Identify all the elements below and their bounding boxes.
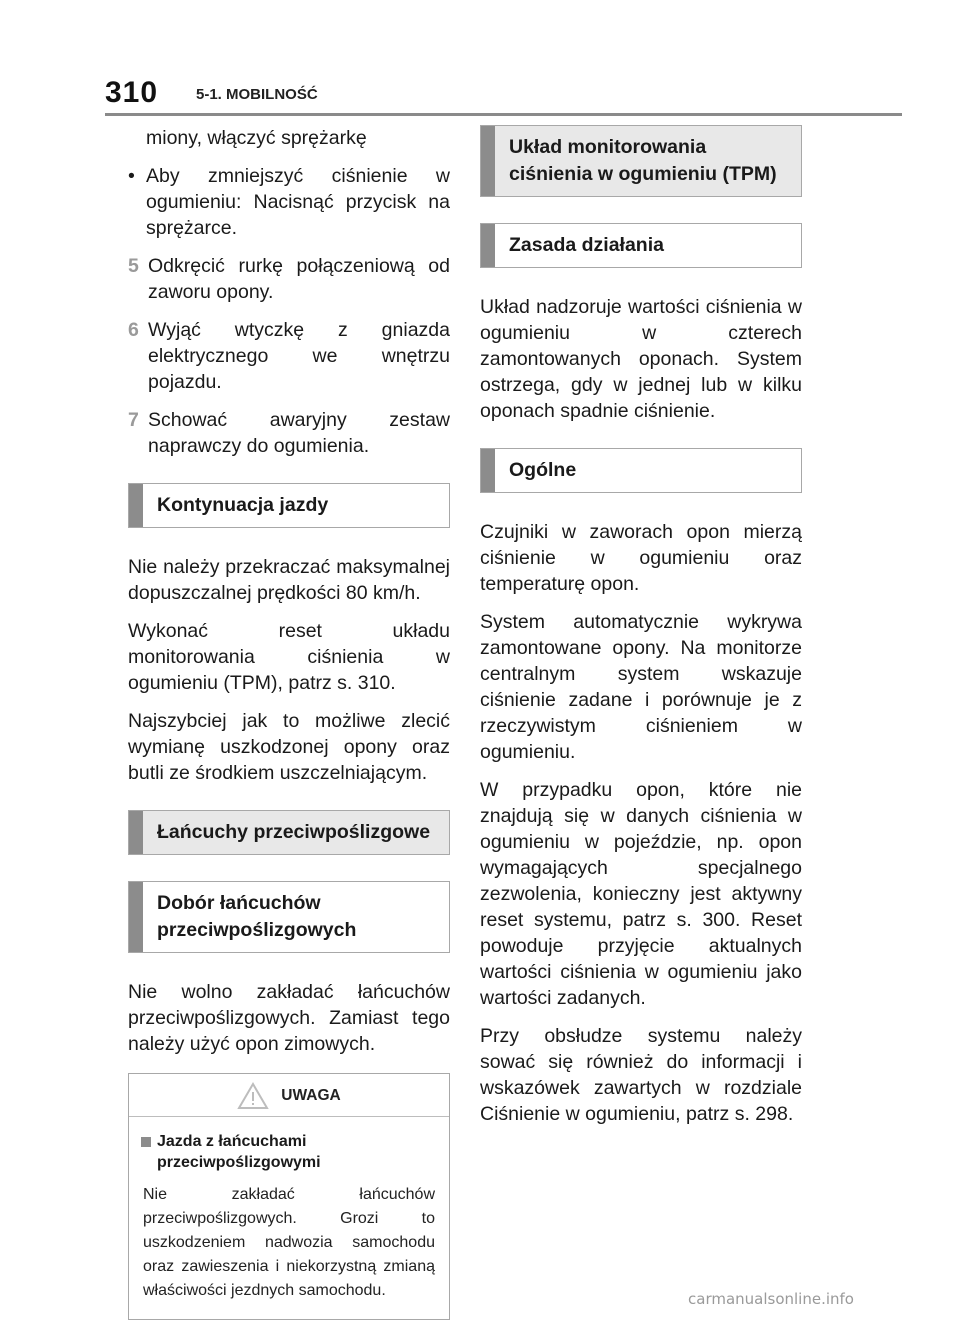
heading-text: Łańcuchy przeciwpoślizgowe xyxy=(157,821,431,843)
warning-subheading xyxy=(129,1131,449,1173)
warning-body: Nie zakładać łańcuchów przeciwpoślizgowych. Grozi to uszkodzeniem nadwozia samochodu oraz zawieszenia i niekorzystną zmianą właściwości jezdnych samochodu. xyxy=(143,1186,435,1299)
heading-kontynuacja-jazdy xyxy=(128,483,450,528)
bullet-text: Aby zmniejszyć ciśnienie w ogumieniu: Nacisnąć przycisk na sprężarce. xyxy=(146,165,450,239)
bullet-item xyxy=(128,163,450,241)
heading-dobor-lancuchow xyxy=(128,881,450,953)
bullet-mark: • xyxy=(128,165,135,187)
warning-header xyxy=(129,1074,449,1117)
heading-lancuchy xyxy=(128,810,450,855)
square-bullet-icon xyxy=(141,1137,151,1147)
paragraph: Nie należy przekraczać maksymalnej dopuszczalnej prędkości 80 km/h. xyxy=(128,556,450,604)
heading-bar xyxy=(481,224,495,267)
paragraph: Wykonać reset układu monitorowania ciśnienia w ogumieniu (TPM), patrz s. 310. xyxy=(128,620,450,694)
warning-box xyxy=(128,1073,450,1320)
heading-text: Dobór łańcuchów przeciwpoślizgowych xyxy=(157,892,357,941)
heading-text: Układ monitorowania ciśnienia w ogumieniu (TPM) xyxy=(509,136,777,185)
paragraph: Najszybciej jak to możliwe zlecić wymianę uszkodzonej opony oraz butli ze środkiem uszczelniającym. xyxy=(128,710,450,784)
right-column xyxy=(480,125,802,1139)
continued-line: miony, włączyć sprężarkę xyxy=(146,127,367,149)
heading-bar xyxy=(481,126,495,196)
warning-subtitle: Jazda z łańcuchami przeciwpoślizgowymi xyxy=(157,1133,321,1171)
heading-zasada-dzialania xyxy=(480,223,802,268)
paragraph: Czujniki w zaworach opon mierzą ciśnienie w ogumieniu oraz temperaturę opon. xyxy=(480,521,802,595)
step-number: 5 xyxy=(128,255,139,277)
step-number: 6 xyxy=(128,319,139,341)
watermark: carmanualsonline.info xyxy=(688,1290,854,1308)
paragraph: Przy obsłudze systemu należy sować się również do informacji i wskazówek zawartych w rozdziale Ciśnienie w ogumieniu, patrz s. 298. xyxy=(480,1025,802,1125)
section-title: 5-1. MOBILNOŚĆ xyxy=(196,86,318,103)
page-number: 310 xyxy=(105,76,159,109)
step-number: 7 xyxy=(128,409,139,431)
left-column xyxy=(128,125,450,1320)
step-text: Wyjąć wtyczkę z gniazda elektrycznego we wnętrzu pojazdu. xyxy=(148,319,450,393)
heading-bar xyxy=(129,882,143,952)
paragraph: System automatycznie wykrywa zamontowane opony. Na monitorze centralnym system wskazuje ciśnienie zadane i porównuje je z rzeczywistym ciśnieniem w ogumieniu. xyxy=(480,611,802,763)
step-text: Odkręcić rurkę połączeniową od zaworu opony. xyxy=(148,255,450,303)
paragraph: Układ nadzoruje wartości ciśnienia w ogumieniu w czterech zamontowanych oponach. System ostrzega, gdy w jednej lub w kilku oponach spadnie ciśnienie. xyxy=(480,296,802,422)
step-7 xyxy=(128,407,450,459)
step-text: Schować awaryjny zestaw naprawczy do ogumienia. xyxy=(148,409,450,457)
warning-triangle-icon xyxy=(237,1082,269,1110)
heading-bar xyxy=(129,484,143,527)
paragraph: W przypadku opon, które nie znajdują się w danych ciśnienia w ogumieniu w pojeździe, np. opon wymagających specjalnego zezwolenia, konieczny jest aktywny reset systemu, patrz s. 300. Reset powoduje przyjęcie aktualnych wartości ciśnienia w ogumieniu jako wartości zadanych. xyxy=(480,779,802,1009)
step-6 xyxy=(128,317,450,395)
page-header xyxy=(105,76,902,116)
heading-bar xyxy=(481,449,495,492)
warning-title: UWAGA xyxy=(281,1087,341,1104)
header-rule xyxy=(105,113,902,116)
step-5 xyxy=(128,253,450,305)
heading-text: Kontynuacja jazdy xyxy=(157,494,329,516)
heading-ogolne xyxy=(480,448,802,493)
heading-bar xyxy=(129,811,143,854)
heading-tpm xyxy=(480,125,802,197)
heading-text: Zasada działania xyxy=(509,234,664,256)
heading-text: Ogólne xyxy=(509,459,577,481)
paragraph: Nie wolno zakładać łańcuchów przeciwpoślizgowych. Zamiast tego należy użyć opon zimowych. xyxy=(128,981,450,1055)
